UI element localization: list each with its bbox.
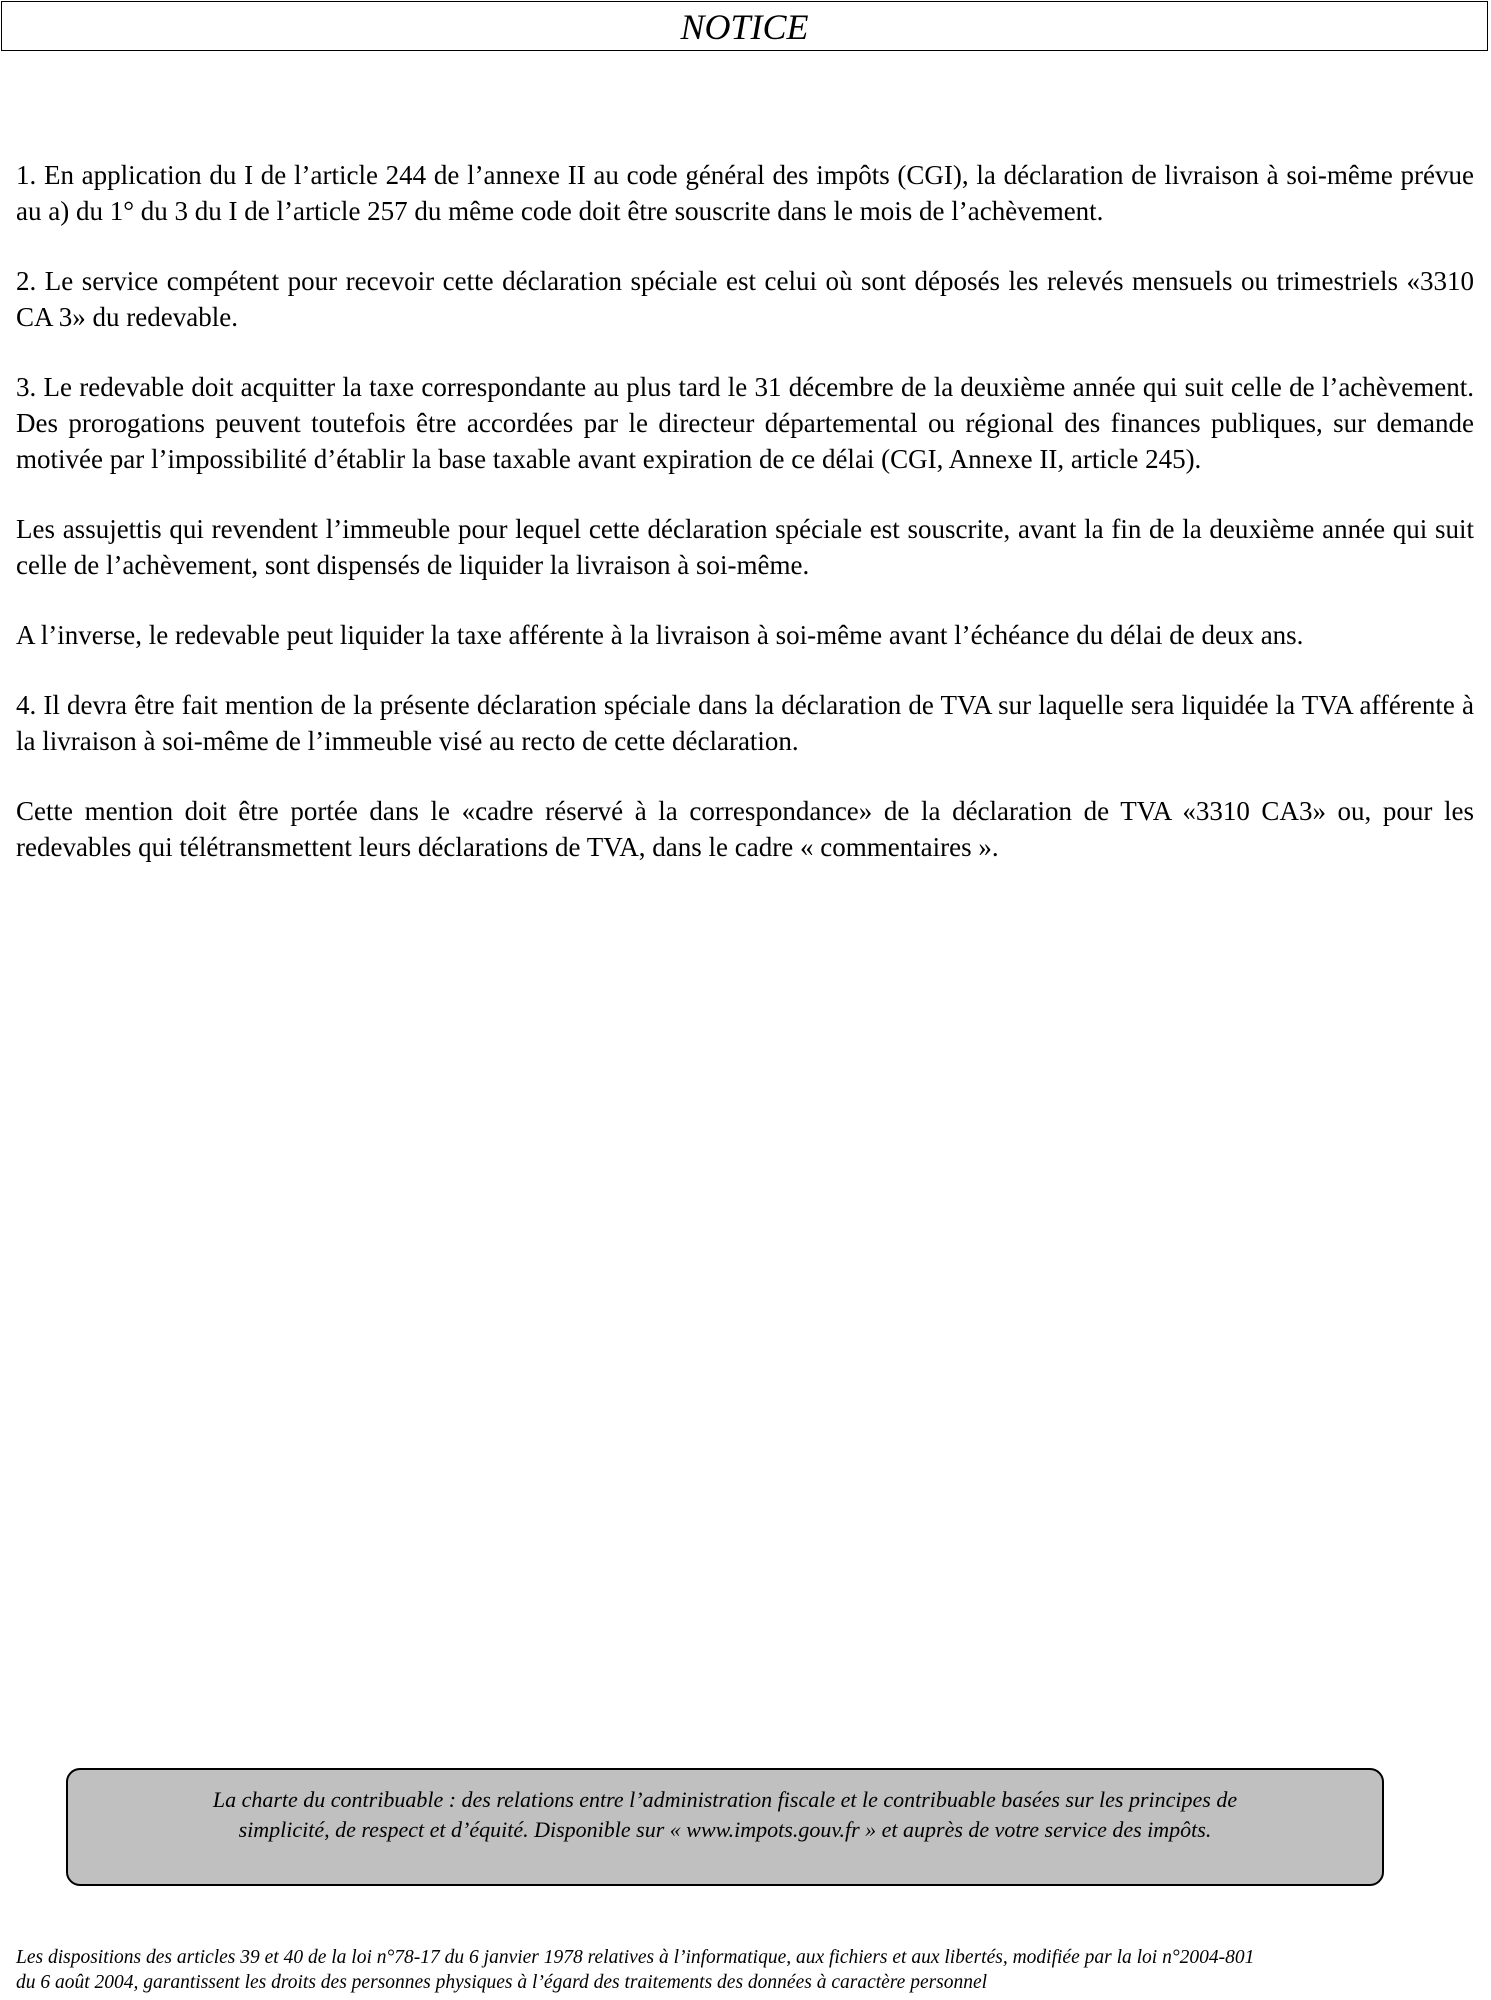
- paragraph-early-liquidation: A l’inverse, le redevable peut liquider la taxe afférente à la livraison à soi-même avant l’échéance du délai de deux ans.: [16, 620, 1304, 650]
- footer-line-1: Les dispositions des articles 39 et 40 de la loi n°78-17 du 6 janvier 1978 relatives à l’informatique, aux fichiers et aux libertés, modifiée par la loi n°2004-801: [16, 1947, 1255, 1968]
- paragraph-2: 2. Le service compétent pour recevoir cette déclaration spéciale est celui où sont déposés les relevés mensuels ou trimestriels «3310 CA 3» du redevable.: [16, 266, 1474, 332]
- paragraph-4: 4. Il devra être fait mention de la présente déclaration spéciale dans la déclaration de TVA sur laquelle sera liquidée la TVA afférente à la livraison à soi-même de l’immeuble visé au recto de cette déclaration.: [16, 690, 1474, 756]
- privacy-footer: [16, 1945, 1476, 1995]
- paragraph-mention: Cette mention doit être portée dans le «cadre réservé à la correspondance» de la déclaration de TVA «3310 CA3» ou, pour les redevables qui télétransmettent leurs déclarations de TVA, dans le cadre « commentaires ».: [16, 796, 1474, 862]
- charter-line-1: La charte du contribuable : des relations entre l’administration fiscale et le contribuable basées sur les principes de: [212, 1787, 1238, 1812]
- footer-line-2: du 6 août 2004, garantissent les droits des personnes physiques à l’égard des traitements des données à caractère personnel: [16, 1972, 988, 1993]
- charter-line-2: simplicité, de respect et d’équité. Disponible sur « www.impots.gouv.fr » et auprès de votre service des impôts.: [238, 1817, 1212, 1842]
- paragraph-3: 3. Le redevable doit acquitter la taxe correspondante au plus tard le 31 décembre de la deuxième année qui suit celle de l’achèvement. Des prorogations peuvent toutefois être accordées par le directeur départemental ou régional des finances publiques, sur demande motivée par l’impossibilité d’établir la base taxable avant expiration de ce délai (CGI, Annexe II, article 245).: [16, 372, 1474, 474]
- paragraph-1: 1. En application du I de l’article 244 de l’annexe II au code général des impôts (CGI), la déclaration de livraison à soi-même prévue au a) du 1° du 3 du I de l’article 257 du même code doit être souscrite dans le mois de l’achèvement.: [16, 160, 1474, 226]
- notice-body: [16, 157, 1474, 899]
- taxpayer-charter-box: [66, 1768, 1384, 1886]
- notice-title: NOTICE: [1, 1, 1488, 51]
- paragraph-resale-exemption: Les assujettis qui revendent l’immeuble pour lequel cette déclaration spéciale est souscrite, avant la fin de la deuxième année qui suit celle de l’achèvement, sont dispensés de liquider la livraison à soi-même.: [16, 514, 1474, 580]
